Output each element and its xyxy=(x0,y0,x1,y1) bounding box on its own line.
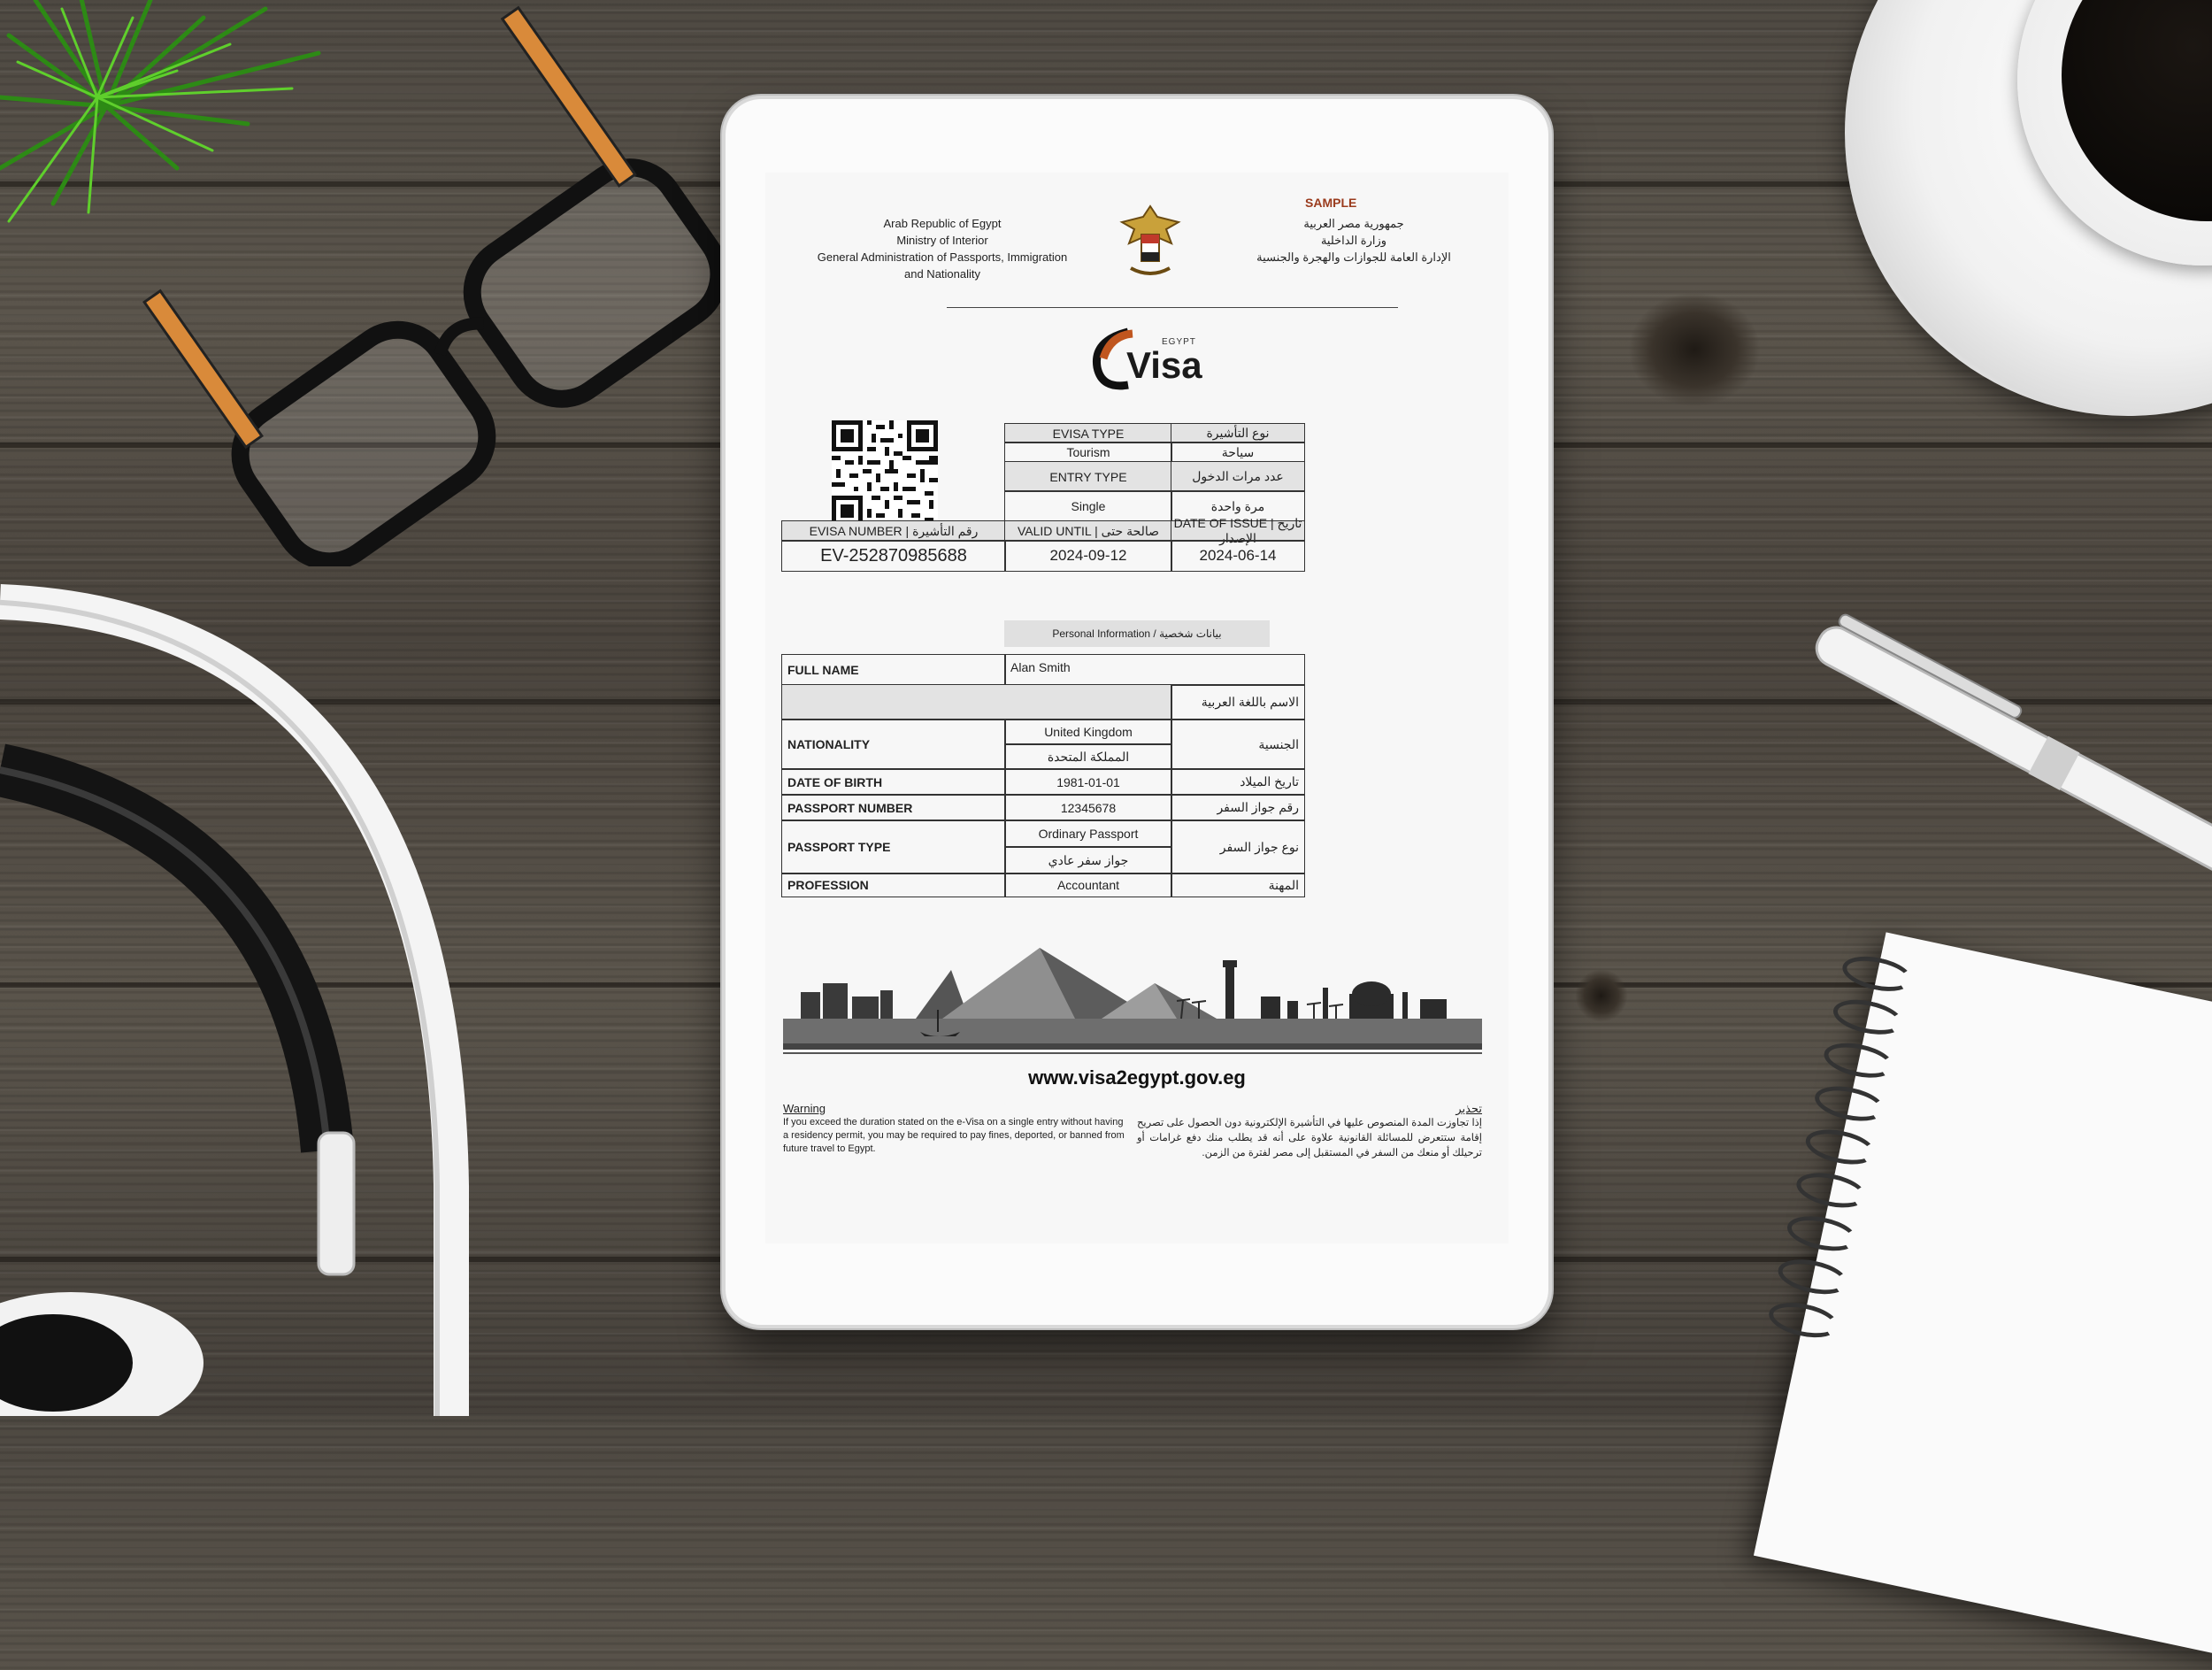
headphones-decoration xyxy=(0,549,549,1416)
header-en-line: and Nationality xyxy=(904,267,980,281)
spiral-ring xyxy=(1802,1124,1878,1170)
spiral-ring xyxy=(1821,1037,1897,1083)
evisa-logo-icon xyxy=(1084,323,1217,394)
spiral-ring xyxy=(1793,1167,1870,1213)
spiral-ring xyxy=(1784,1211,1860,1257)
evisa-type-value: Tourism xyxy=(1004,442,1172,463)
passport-type-label-ar: نوع جواز السفر xyxy=(1171,820,1305,874)
date-of-issue: 2024-06-14 xyxy=(1171,540,1305,572)
evisa-document xyxy=(765,173,1509,1243)
header-en-line: Ministry of Interior xyxy=(896,234,988,247)
passport-number-label: PASSPORT NUMBER xyxy=(781,794,1006,821)
entry-type-label: ENTRY TYPE xyxy=(1004,461,1172,492)
passport-number-value: 12345678 xyxy=(1004,794,1172,821)
entry-type-value: Single xyxy=(1004,490,1172,522)
date-of-issue-label: DATE OF ISSUE | تاريخ الإصدار xyxy=(1171,520,1305,542)
website-url: www.visa2egypt.gov.eg xyxy=(1028,1066,1246,1089)
nationality-label: NATIONALITY xyxy=(781,719,1006,770)
passport-type-label: PASSPORT TYPE xyxy=(781,820,1006,874)
evisa-logo-main: Visa xyxy=(1126,344,1202,386)
profession-value: Accountant xyxy=(1004,873,1172,897)
passport-number-label-ar: رقم جواز السفر xyxy=(1171,794,1305,821)
spiral-ring xyxy=(1775,1254,1851,1300)
entry-type-label-ar: عدد مرات الدخول xyxy=(1171,461,1305,492)
evisa-number-label: EVISA NUMBER | رقم التأشيرة xyxy=(781,520,1006,542)
evisa-logo-small: EGYPT xyxy=(1162,337,1196,347)
passport-type-value: Ordinary Passport xyxy=(1004,820,1172,848)
nationality-label-ar: الجنسية xyxy=(1171,719,1305,770)
header-ar-line: جمهورية مصر العربية xyxy=(1303,217,1404,230)
warning-text: If you exceed the duration stated on the e-Visa on a single entry without having a residency permit, you may be required to pay fines, deported, or banned from future travel to Egypt. xyxy=(783,1117,1125,1154)
nationality-value: United Kingdom xyxy=(1004,719,1172,745)
header-ar-line: وزارة الداخلية xyxy=(1320,234,1387,247)
evisa-number: EV-252870985688 xyxy=(781,540,1006,572)
header-divider xyxy=(947,307,1398,308)
egypt-eagle-emblem-icon xyxy=(1115,199,1186,288)
tablet-device xyxy=(726,99,1548,1325)
egypt-skyline-illustration xyxy=(783,948,1482,1050)
qr-code-icon xyxy=(832,420,938,527)
header-en-line: General Administration of Passports, Immigration xyxy=(817,250,1068,264)
evisa-type-value-ar: سياحة xyxy=(1171,442,1305,463)
evisa-type-label-ar: نوع التأشيرة xyxy=(1171,423,1305,443)
dob-label-ar: تاريخ الميلاد xyxy=(1171,768,1305,796)
tablet-screen xyxy=(765,173,1509,1243)
pen-decoration xyxy=(1770,611,2212,894)
notebook-decoration xyxy=(1754,932,2212,1669)
dob-value: 1981-01-01 xyxy=(1004,768,1172,796)
header-english xyxy=(792,215,1093,282)
arabic-name-value xyxy=(781,684,1172,720)
spiral-ring xyxy=(1812,1081,1888,1127)
full-name-value: Alan Smith xyxy=(1004,654,1305,686)
wood-knot xyxy=(1575,969,1628,1022)
header-en-line: Arab Republic of Egypt xyxy=(883,217,1002,230)
profession-label: PROFESSION xyxy=(781,873,1006,897)
full-name-label: FULL NAME xyxy=(781,654,1006,686)
warning-text-ar: إذا تجاوزت المدة المنصوص عليها في التأشيرة الإلكترونية دون الحصول على تصريح إقامة ستتعرض للمسائلة القانونية علاوة على أنه قد يطلب منك دفع غرامات أو ترحيلك أو منعك من السفر في المستقبل إلى مصر لفترة من الزمن. xyxy=(1137,1118,1482,1158)
warning-title: Warning xyxy=(783,1102,826,1115)
warning-title-ar: تحذير xyxy=(1455,1102,1482,1115)
evisa-type-label: EVISA TYPE xyxy=(1004,423,1172,443)
nationality-value-ar: المملكة المتحدة xyxy=(1004,743,1172,770)
passport-type-value-ar: جواز سفر عادي xyxy=(1004,846,1172,874)
arabic-name-label: الاسم باللغة العربية xyxy=(1171,684,1305,720)
skyline-divider xyxy=(783,1052,1482,1054)
header-arabic xyxy=(1243,215,1464,266)
entry-type-value-ar: مرة واحدة xyxy=(1171,490,1305,522)
header-ar-line: الإدارة العامة للجوازات والهجرة والجنسية xyxy=(1256,250,1451,264)
eyeglasses-decoration xyxy=(133,0,734,566)
valid-until-label: VALID UNTIL | صالحة حتى xyxy=(1004,520,1172,542)
wood-knot xyxy=(1628,292,1761,407)
valid-until: 2024-09-12 xyxy=(1004,540,1172,572)
spiral-ring xyxy=(1830,994,1906,1040)
spiral-ring xyxy=(1766,1297,1842,1343)
spiral-ring xyxy=(1839,950,1916,997)
personal-info-header: Personal Information / بيانات شخصية xyxy=(1004,620,1270,647)
profession-label-ar: المهنة xyxy=(1171,873,1305,897)
dob-label: DATE OF BIRTH xyxy=(781,768,1006,796)
sample-label: SAMPLE xyxy=(1305,196,1357,210)
